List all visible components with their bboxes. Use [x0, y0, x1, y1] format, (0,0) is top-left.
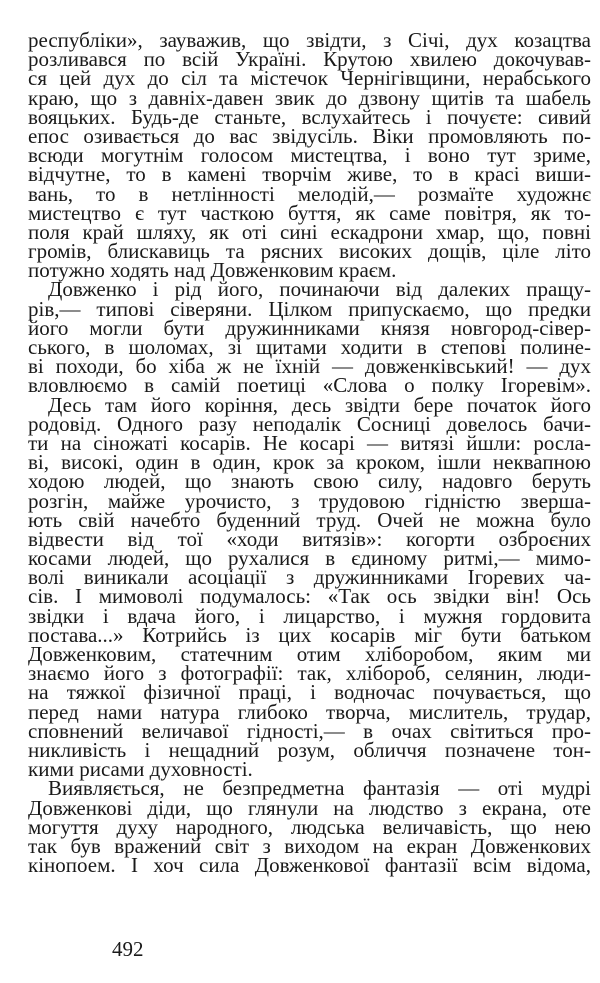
text-line: відчутне, то в камені творчім живе, то в красі виши-: [28, 162, 591, 187]
text-line: рів,— типові сіверяни. Цілком припускаємо, що предки: [28, 296, 591, 321]
text-line: вояцьких. Будь-де станьте, вслухайтесь і почуєте: сивий: [28, 104, 591, 129]
text-line: мистецтво є тут часткою буття, як саме повітря, як то-: [28, 200, 591, 225]
page-body-text: [28, 28, 591, 878]
text-line: всюди могутнім голосом мистецтва, і воно тут зриме,: [28, 143, 591, 168]
text-line: никливість і нещадний розум, обличчя позначене тон-: [28, 737, 591, 762]
text-line: сів. І мимоволі подумалось: «Так ось звідки він! Ось: [28, 584, 591, 609]
text-line: громів, блискавиць та рясних високих дощів, ціле літо: [28, 239, 591, 264]
text-line: кінопоем. І хоч сила Довженкової фантазії всім відома,: [28, 853, 591, 878]
text-line: вловлюємо в самій поетиці «Слова о полку Ігоревім».: [28, 373, 591, 398]
text-line: потужно ходять над Довженковим краєм.: [28, 258, 397, 283]
page-number: 492: [112, 937, 144, 961]
text-line: могуття духу народного, людська величавість, що нею: [28, 814, 591, 839]
text-line: республіки», зауважив, що звідти, з Січі, дух козацтва: [28, 28, 591, 52]
text-line: звідки і вдача його, і лицарство, і мужня гордовита: [28, 603, 591, 628]
text-line: сповнений величавої гідності,— в очах світиться про-: [28, 718, 591, 743]
text-line: Десь там його коріння, десь звідти бере початок його: [48, 392, 591, 417]
text-line: поля край шляху, як оті сині ескадрони хмар, що, повні: [28, 219, 591, 244]
text-line: розгін, майже урочисто, з трудовою гідністю зверша-: [28, 488, 591, 513]
text-line: Довженковим, статечним отим хліборобом, яким ми: [28, 642, 591, 666]
text-line: відвести від тої «ходи витязів»: когорти озброєних: [28, 526, 591, 551]
text-line: Довженкові діди, що глянули на людство з екрана, оте: [28, 795, 591, 820]
text-line: Виявляється, не безпредметна фантазія — оті мудрі: [48, 776, 591, 801]
text-line: ти на сіножаті косарів. Не косарі — витязі йшли: росла-: [28, 430, 591, 455]
text-line: ся цей дух до сіл та містечок Чернігівщини, нерабського: [28, 66, 591, 91]
text-line: так був вражений світ з виходом на екран Довженкових: [28, 833, 591, 858]
text-line: постава...» Котрийсь із цих косарів міг бути батьком: [28, 622, 591, 647]
text-line: родовід. Одного разу неподалік Сосниці довелось бачи-: [28, 411, 591, 436]
text-line: вань, то в нетлінності мелодій,— розмаїте художнє: [28, 181, 591, 206]
text-line: ють свій начебто буденний труд. Очей не можна було: [28, 507, 591, 532]
text-line: ського, в шоломах, зі щитами ходити в степові полине-: [28, 335, 591, 359]
text-line: епос озивається до вас звідусіль. Віки промовляють по-: [28, 123, 591, 148]
text-line: знаємо його з фотографії: так, хлібороб, селянин, люди-: [28, 661, 591, 686]
text-line: кими рисами духовності.: [28, 757, 253, 782]
text-line: косами людей, що рухалися в єдиному ритмі,— мимо-: [28, 546, 591, 571]
text-line: Довженко і рід його, починаючи від далеких пращу-: [48, 277, 591, 302]
text-line: ві походи, бо хіба ж не їхній — довженківський! — дух: [28, 354, 591, 379]
text-line: ві, високі, один в один, крок за кроком, ішли неквапною: [28, 450, 591, 475]
text-line: на тяжкої фізичної праці, і водночас почувається, що: [28, 680, 591, 705]
text-line: волі виникали асоціації з дружинниками Ігоревих ча-: [28, 565, 591, 590]
text-line: перед нами натура глибоко творча, мислитель, трудар,: [28, 699, 591, 724]
text-line: ходою людей, що знають свою силу, надовго беруть: [28, 469, 591, 494]
text-line: краю, що з давніх-давен звик до дзвону щитів та шабель: [28, 85, 591, 110]
text-line: його могли бути дружинниками князя новгород-сівер-: [28, 315, 591, 340]
text-line: розливався по всій Україні. Крутою хвилею докочував-: [28, 47, 591, 72]
